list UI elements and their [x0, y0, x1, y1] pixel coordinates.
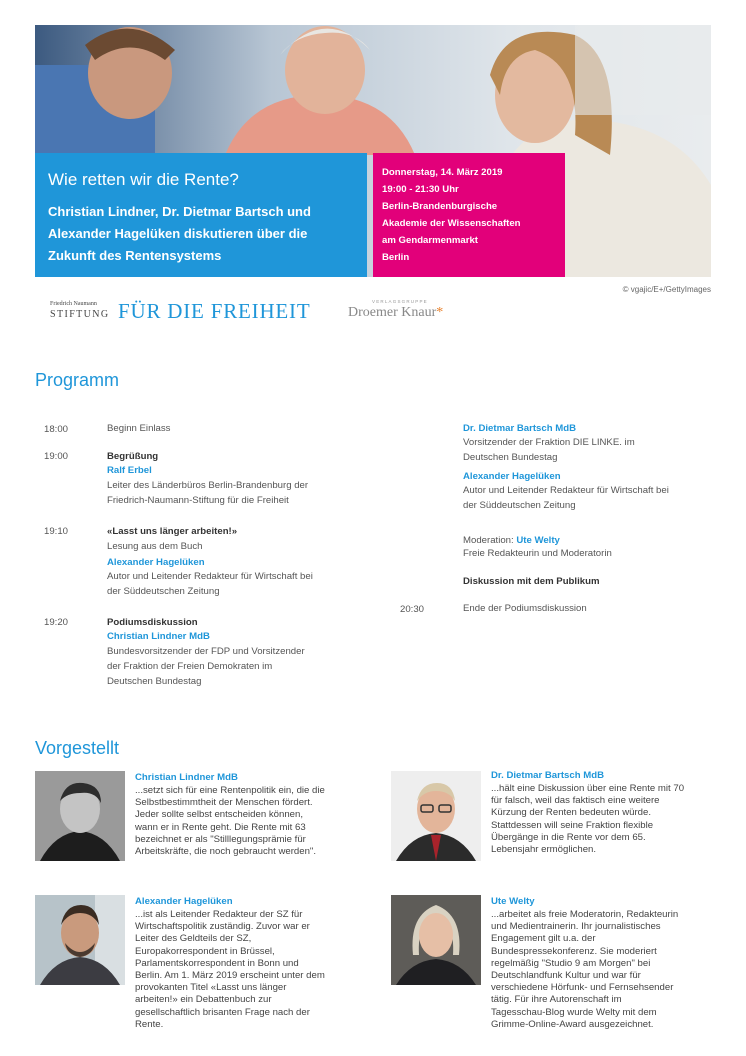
vorgestellt-welty-name: Ute Welty [491, 896, 535, 907]
text-line: ...arbeitet als freie Moderatorin, Redakteurin [491, 909, 679, 920]
text-line: Deutschlandfunk Kultur und war für [491, 970, 641, 982]
programm-heading: Programm [35, 370, 120, 390]
text-line: verschiedene Hörfunk- und Fernsehsender [491, 982, 674, 994]
speaker-welty: Ute Welty [516, 535, 560, 546]
text-line: Parlamentskorrespondent in Bonn und [135, 957, 299, 969]
vorgestellt-lindner-name: Christian Lindner MdB [135, 772, 238, 783]
speaker-bartsch: Dr. Dietmar Bartsch MdB [463, 423, 577, 434]
vorgestellt-bartsch-name: Dr. Dietmar Bartsch MdB [491, 770, 605, 781]
text-line: ...ist als Leitender Redakteur der SZ für [135, 909, 303, 920]
portrait-hagelueken [35, 895, 125, 985]
time-1920: 19:20 [44, 617, 69, 628]
lindner-desc-2: der Fraktion der Freien Demokraten im [107, 661, 273, 672]
lesung-sub: Lesung aus dem Buch [107, 541, 203, 552]
time-1800: 18:00 [44, 424, 69, 435]
text-line: Rente. [135, 1018, 164, 1030]
event-date: Donnerstag, 14. März 2019 [382, 167, 503, 178]
speaker-erbel: Ralf Erbel [107, 465, 152, 476]
bartsch-desc-1: Vorsitzender der Fraktion DIE LINKE. im [463, 437, 635, 448]
text-line: und Medientrainerin. Ihr journalistisches [491, 921, 661, 933]
lindner-desc-3: Deutschen Bundestag [107, 676, 202, 687]
speaker-lindner: Christian Lindner MdB [107, 631, 210, 642]
hagelueken-desc-2: der Süddeutschen Zeitung [107, 586, 220, 597]
erbel-desc-1: Leiter des Länderbüros Berlin-Brandenburg der [107, 480, 309, 491]
erbel-desc-2: Friedrich-Naumann-Stiftung für die Freiheit [107, 495, 289, 506]
text-line: Kürzung der Renten bedeuten würde. [491, 807, 652, 819]
text-line: Europakorrespondent in Brüssel, [135, 945, 275, 957]
time-1900: 19:00 [44, 451, 69, 462]
portrait-lindner [35, 771, 125, 861]
lindner-desc-1: Bundesvorsitzender der FDP und Vorsitzender [107, 646, 305, 657]
text-line: Jeder sollte selbst entscheiden können, [135, 809, 303, 821]
text-line: ...hält eine Diskussion über eine Rente mit 70 [491, 783, 685, 794]
text-line: gesellschaftlich brisanten Frage nach der [135, 1006, 310, 1018]
text-line: Stattdessen will seine Fraktion flexible [491, 819, 654, 831]
ende: Ende der Podiumsdiskussion [463, 603, 587, 614]
event-venue-line-1: Berlin-Brandenburgische [382, 201, 498, 212]
dk-logo-star: * [436, 305, 444, 320]
text-line: Selbstbestimmtheit der Menschen fördert. [135, 797, 313, 809]
text-line: regelmäßig "Studio 9 am Morgen" bei [491, 957, 651, 969]
time-1910: 19:10 [44, 526, 69, 537]
fn-logo-stiftung: STIFTUNG [50, 309, 110, 320]
fn-logo-top: Friedrich Naumann [50, 301, 97, 307]
dk-logo [348, 305, 443, 321]
vorgestellt-hagelueken-text [135, 909, 325, 1031]
text-line: arbeiten!» ein Debattenbuch zur [135, 994, 272, 1006]
dk-logo-name: Droemer Knaur [348, 305, 437, 320]
text-line: Übergänge in die Rente vor dem 65. [491, 831, 646, 843]
welty-desc: Freie Redakteurin und Moderatorin [463, 548, 612, 559]
text-line: bezeichnet er als "Stilllegungsprämie für [135, 833, 306, 845]
text-line: ...setzt sich für eine Rentenpolitik ein, die die [135, 785, 325, 796]
event-venue-line-2: Akademie der Wissenschaften [382, 218, 521, 229]
vorgestellt-welty-text [491, 909, 678, 1031]
hagelueken-desc-1: Autor und Leitender Redakteur für Wirtschaft bei [107, 571, 313, 582]
hagelueken-right-desc-1: Autor und Leitender Redakteur für Wirtschaft bei [463, 485, 669, 496]
event-subtitle: Christian Lindner, Dr. Dietmar Bartsch und Alexander Hagelüken diskutieren über die Zukunft des Rentensystems [48, 204, 311, 263]
text-line: Engagement gilt u.a. der [491, 933, 596, 945]
begruessung: Begrüßung [107, 451, 159, 462]
text-line: Arbeitskräfte, die noch gebraucht werden". [135, 846, 316, 858]
bartsch-desc-2: Deutschen Bundestag [463, 452, 558, 463]
speaker-hagelueken-right: Alexander Hagelüken [463, 471, 561, 482]
podium: Podiumsdiskussion [107, 617, 198, 628]
text-line: Tagesschau-Blog wurde Welty mit dem [491, 1006, 657, 1018]
portrait-bartsch [391, 771, 481, 861]
event-venue-line-3: am Gendarmenmarkt [382, 235, 478, 246]
text-line: Bundespressekonferenz. Sie moderiert [491, 945, 657, 957]
text-line: Berlin. Am 1. März 2019 erscheint unter dem [135, 970, 325, 982]
fn-logo-freiheit: FÜR DIE FREIHEIT [118, 299, 311, 323]
event-city: Berlin [382, 252, 410, 263]
text-line: für falsch, weil das faktisch eine weitere [491, 795, 660, 807]
dk-logo-top: VERLAGSGRUPPE [372, 299, 428, 304]
text-line: Lebensjahr ermöglichen. [491, 844, 597, 856]
text-line: wann er in Rente geht. Die Rente mit 63 [135, 821, 306, 833]
text-line: tätig. Für ihre Autorenschaft im [491, 994, 622, 1006]
einlass: Beginn Einlass [107, 423, 171, 434]
text-line: Wirtschaftspolitik zuständig. Zuvor war er [135, 921, 310, 933]
text-line: provokanten Titel «Lasst uns länger [135, 982, 287, 994]
vorgestellt-lindner-text [135, 785, 325, 858]
vorgestellt-hagelueken-name: Alexander Hagelüken [135, 896, 233, 907]
event-details-box [373, 153, 565, 277]
image-credit: © vgajic/E+/GettyImages [622, 285, 711, 294]
event-time: 19:00 - 21:30 Uhr [382, 184, 459, 195]
event-question: Wie retten wir die Rente? [48, 170, 239, 189]
moderation-label: Moderation: [463, 535, 517, 546]
vorgestellt-heading: Vorgestellt [35, 738, 120, 758]
vorgestellt-bartsch-text [491, 783, 684, 856]
hagelueken-right-desc-2: der Süddeutschen Zeitung [463, 500, 576, 511]
time-2030: 20:30 [400, 604, 425, 615]
text-line: Leiter des Geldteils der SZ, [135, 933, 252, 945]
diskussion: Diskussion mit dem Publikum [463, 576, 600, 587]
text-line: Grimme-Online-Award ausgezeichnet. [491, 1018, 654, 1030]
event-title-box [35, 153, 367, 277]
portrait-welty [391, 895, 481, 985]
lesung-title: «Lasst uns länger arbeiten!» [107, 526, 238, 537]
speaker-hagelueken: Alexander Hagelüken [107, 557, 205, 568]
